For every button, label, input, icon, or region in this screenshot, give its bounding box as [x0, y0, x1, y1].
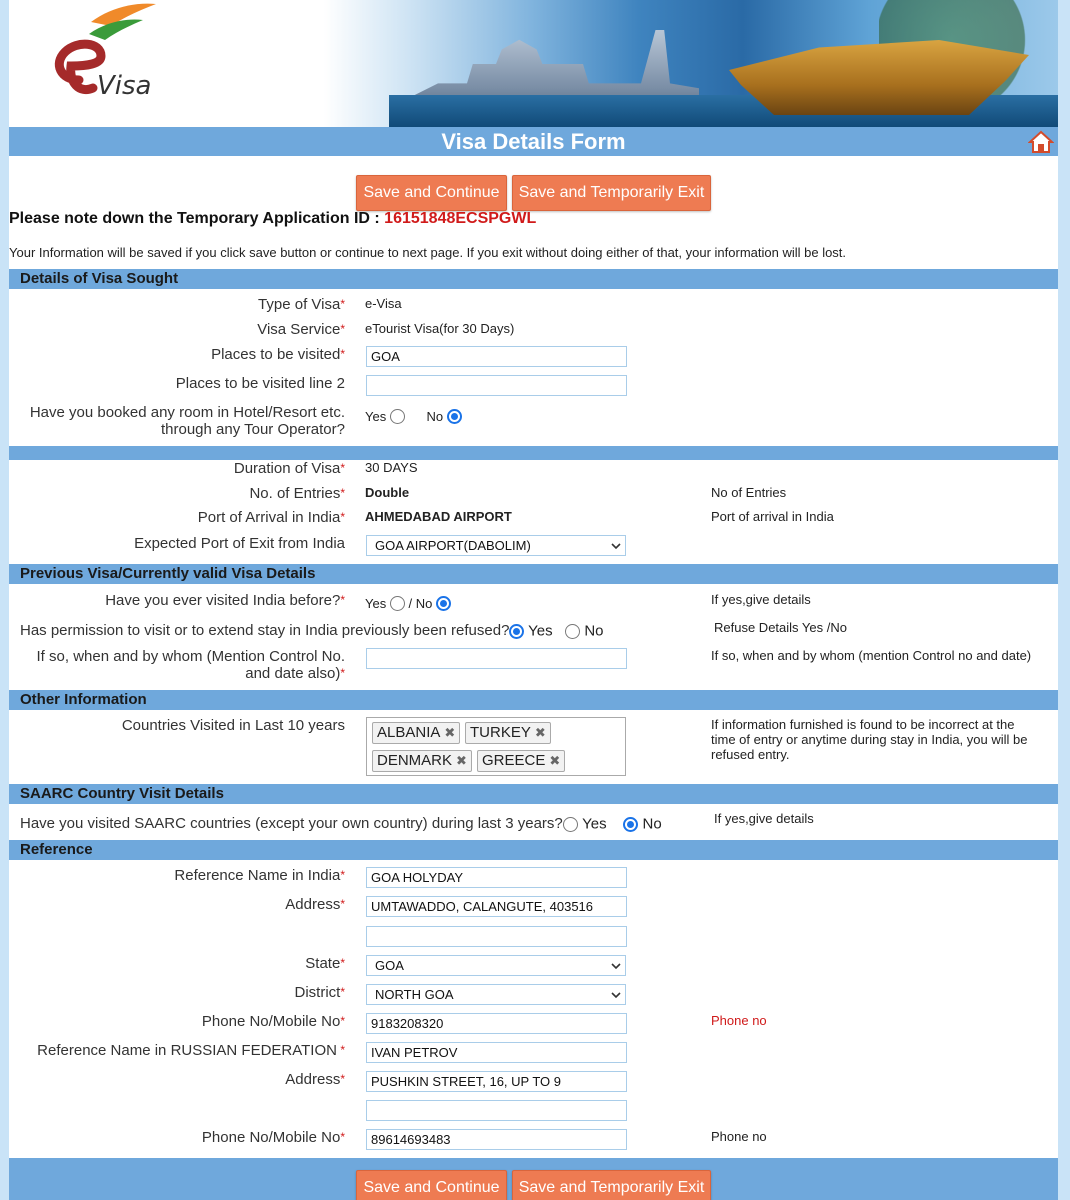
- ref-district-select[interactable]: NORTH GOA: [366, 984, 626, 1005]
- exit-port-select[interactable]: GOA AIRPORT(DABOLIM): [366, 535, 626, 556]
- places-visited-2-label: Places to be visited line 2: [175, 375, 345, 392]
- control-no-label: If so, when and by whom (Mention Control No. and date also)*: [36, 648, 345, 682]
- ref-name-india-input[interactable]: GOA HOLYDAY: [366, 867, 627, 888]
- saarc-note: If yes,give details: [714, 811, 814, 826]
- arrival-port-label: Port of Arrival in India*: [197, 509, 345, 526]
- section-previous-visa: Previous Visa/Currently valid Visa Details: [9, 564, 1058, 584]
- country-tag: GREECE ✖: [477, 750, 565, 772]
- ref-phone-input[interactable]: 9183208320: [366, 1013, 627, 1034]
- save-exit-button-bottom[interactable]: Save and Temporarily Exit: [512, 1170, 711, 1200]
- page-title-text: Visa Details Form: [441, 129, 626, 154]
- visited-india-note: If yes,give details: [711, 592, 811, 607]
- svg-text:Visa: Visa: [97, 71, 152, 101]
- refused-radio-group: Yes No: [509, 622, 604, 640]
- temp-app-id-note: [9, 210, 536, 228]
- ref-district-label: District*: [294, 984, 345, 1001]
- hotel-booked-yes-radio[interactable]: [390, 409, 405, 424]
- remove-tag-icon[interactable]: ✖: [456, 753, 467, 768]
- visa-service-label: Visa Service*: [257, 321, 345, 338]
- duration-value: 30 DAYS: [365, 460, 418, 475]
- save-continue-button-top[interactable]: Save and Continue: [356, 175, 507, 211]
- section-saarc: SAARC Country Visit Details: [9, 784, 1058, 804]
- chevron-down-icon: [611, 990, 621, 1000]
- rf-address-label: Address*: [285, 1071, 345, 1088]
- type-of-visa-value: e-Visa: [365, 296, 402, 311]
- incorrect-info-warning: If information furnished is found to be incorrect at the time of entry or anytime during stay in India, you will be refused entry.: [711, 717, 1028, 762]
- saarc-visited-label: Have you visited SAARC countries (except your own country) during last 3 years?: [20, 815, 563, 832]
- country-tag: ALBANIA ✖: [372, 722, 460, 744]
- chevron-down-icon: [611, 961, 621, 971]
- rf-phone-label: Phone No/Mobile No*: [201, 1129, 345, 1146]
- visited-india-radio-group: Yes / No: [365, 594, 451, 612]
- rf-address-input[interactable]: PUSHKIN STREET, 16, UP TO 9: [366, 1071, 627, 1092]
- section-reference: Reference: [9, 840, 1058, 860]
- remove-tag-icon[interactable]: ✖: [549, 753, 561, 768]
- ref-name-rf-label: Reference Name in RUSSIAN FEDERATION *: [37, 1042, 345, 1059]
- temp-app-id-value: 16151848ECSPGWL: [384, 210, 537, 227]
- saarc-no-radio[interactable]: [623, 817, 638, 832]
- country-tag: TURKEY ✖: [465, 722, 551, 744]
- section-other-info: Other Information: [9, 690, 1058, 710]
- remove-tag-icon[interactable]: ✖: [444, 725, 456, 740]
- rf-phone-note: Phone no: [711, 1129, 767, 1144]
- chevron-down-icon: [611, 541, 621, 551]
- remove-tag-icon[interactable]: ✖: [534, 725, 546, 740]
- temp-app-id-label: Please note down the Temporary Application ID :: [9, 210, 380, 227]
- country-tag: DENMARK ✖: [372, 750, 472, 772]
- arrival-port-value: AHMEDABAD AIRPORT: [365, 509, 512, 524]
- ref-state-select[interactable]: GOA: [366, 955, 626, 976]
- ref-name-india-label: Reference Name in India*: [174, 867, 345, 884]
- refused-no-radio[interactable]: [565, 624, 580, 639]
- visited-india-no-radio[interactable]: [436, 596, 451, 611]
- ref-state-label: State*: [305, 955, 345, 972]
- visited-india-label: Have you ever visited India before?*: [105, 592, 345, 609]
- arrival-port-note: Port of arrival in India: [711, 509, 834, 524]
- saarc-yes-radio[interactable]: [563, 817, 578, 832]
- control-no-input[interactable]: [366, 648, 627, 669]
- evisa-logo: [31, 2, 161, 122]
- places-visited-2-input[interactable]: [366, 375, 627, 396]
- entries-label: No. of Entries*: [249, 485, 345, 502]
- section-divider: [9, 446, 1058, 460]
- page-title: [9, 127, 1058, 156]
- refused-yes-radio[interactable]: [509, 624, 524, 639]
- hotel-booked-label: Have you booked any room in Hotel/Resort etc. through any Tour Operator?: [29, 404, 345, 438]
- save-info-text: Your Information will be saved if you click save button or continue to next page. If you exit without doing either of that, your information will be lost.: [9, 245, 847, 260]
- hotel-booked-no-radio[interactable]: [447, 409, 462, 424]
- refused-label: Has permission to visit or to extend stay in India previously been refused?: [20, 622, 510, 639]
- visa-service-value: eTourist Visa(for 30 Days): [365, 321, 515, 336]
- exit-port-label: Expected Port of Exit from India: [134, 535, 345, 552]
- ref-address-2-input[interactable]: [366, 926, 627, 947]
- saarc-radio-group: Yes No: [563, 815, 662, 833]
- rf-phone-input[interactable]: 89614693483: [366, 1129, 627, 1150]
- duration-label: Duration of Visa*: [233, 460, 345, 477]
- refused-note: Refuse Details Yes /No: [714, 620, 847, 635]
- visited-india-yes-radio[interactable]: [390, 596, 405, 611]
- entries-value: Double: [365, 485, 410, 500]
- page: [9, 0, 1058, 1200]
- ref-address-label: Address*: [285, 896, 345, 913]
- hotel-booked-radio-group: Yes No: [365, 407, 462, 425]
- ref-phone-label: Phone No/Mobile No*: [201, 1013, 345, 1030]
- control-no-note: If so, when and by whom (mention Control no and date): [711, 648, 1032, 663]
- save-exit-button-top[interactable]: Save and Temporarily Exit: [512, 175, 711, 211]
- section-visa-sought: Details of Visa Sought: [9, 269, 1058, 289]
- rf-address-2-input[interactable]: [366, 1100, 627, 1121]
- countries-visited-label: Countries Visited in Last 10 years: [121, 717, 345, 734]
- places-visited-label: Places to be visited*: [211, 346, 345, 363]
- type-of-visa-label: Type of Visa*: [258, 296, 345, 313]
- save-continue-button-bottom[interactable]: Save and Continue: [356, 1170, 507, 1200]
- entries-note: No of Entries: [711, 485, 787, 500]
- ref-phone-note: Phone no: [711, 1013, 767, 1028]
- places-visited-input[interactable]: GOA: [366, 346, 627, 367]
- home-icon[interactable]: [1028, 130, 1054, 154]
- header-banner: [9, 0, 1058, 127]
- countries-visited-multiselect[interactable]: [366, 717, 626, 776]
- ref-address-input[interactable]: UMTAWADDO, CALANGUTE, 403516: [366, 896, 627, 917]
- ref-name-rf-input[interactable]: IVAN PETROV: [366, 1042, 627, 1063]
